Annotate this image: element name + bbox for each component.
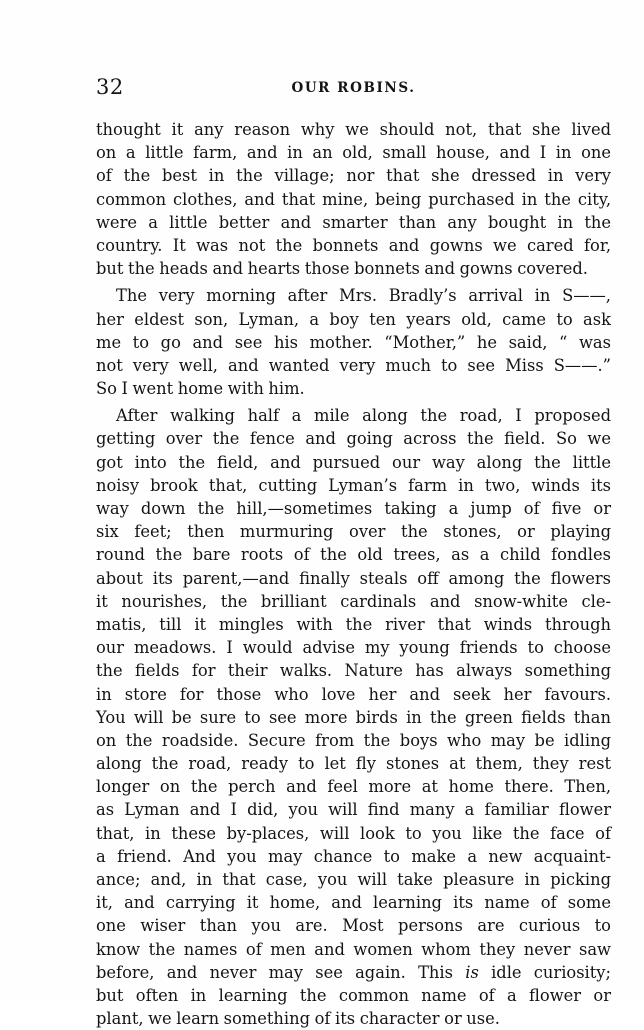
text-line: about its parent,—and finally steals off among the flowers bbox=[96, 568, 611, 588]
text-line: After walking half a mile along the road, I proposed bbox=[116, 406, 611, 426]
text-line: on the roadside. Secure from the boys who may be idling bbox=[96, 730, 611, 750]
text-line: six feet; then murmuring over the stones, or playing bbox=[96, 522, 611, 542]
text-line: not very well, and wanted very much to see Miss S——.” bbox=[96, 355, 611, 375]
text-line: way down the hill,—sometimes taking a jump of five or bbox=[96, 499, 611, 518]
text-line: longer on the perch and feel more at home there. Then, bbox=[96, 777, 611, 797]
text-line: one wiser than you are. Most persons are curious to bbox=[96, 916, 611, 936]
text-line: know the names of men and women whom they never saw bbox=[96, 939, 611, 959]
paragraph bbox=[96, 118, 611, 280]
text-line: as Lyman and I did, you will find many a familiar flower bbox=[96, 800, 611, 820]
text-line: in store for those who love her and seek her favours. bbox=[96, 684, 611, 704]
text-line: of the best in the village; nor that she dressed in very bbox=[96, 166, 611, 186]
text-line: our meadows. I would advise my young friends to choose bbox=[96, 638, 611, 658]
paragraph bbox=[96, 284, 611, 400]
text-line: it, and carrying it home, and learning its name of some bbox=[96, 893, 611, 913]
text-line: her eldest son, Lyman, a boy ten years old, came to ask bbox=[96, 309, 611, 329]
text-line: got into the field, and pursued our way along the little bbox=[96, 452, 611, 472]
text-line: common clothes, and that mine, being purchased in the city, bbox=[96, 189, 611, 209]
body-text bbox=[96, 118, 611, 1030]
text-line: a friend. And you may chance to make a new acquaint- bbox=[96, 846, 611, 866]
page-number: 32 bbox=[96, 75, 124, 99]
text-line: getting over the fence and going across the field. So we bbox=[96, 429, 611, 449]
text-line: before, and never may see again. This is idle curiosity; bbox=[96, 962, 611, 982]
text-line: round the bare roots of the old trees, as a child fondles bbox=[96, 545, 611, 565]
text-line: thought it any reason why we should not, that she lived bbox=[96, 120, 611, 139]
text-line: but often in learning the common name of a flower or bbox=[96, 985, 611, 1005]
text-line: on a little farm, and in an old, small house, and I in one bbox=[96, 143, 611, 163]
text-line: country. It was not the bonnets and gowns we cared for, bbox=[96, 235, 611, 255]
text-line: ance; and, in that case, you will take pleasure in picking bbox=[96, 870, 611, 889]
text-line: along the road, ready to let fly stones at them, they rest bbox=[96, 754, 611, 774]
emphasized-word: is bbox=[465, 962, 479, 982]
text-line: that, in these by-places, will look to you like the face of bbox=[96, 823, 611, 843]
text-line: The very morning after Mrs. Bradly’s arrival in S——, bbox=[116, 286, 611, 306]
text-line: So I went home with him. bbox=[96, 379, 305, 399]
page-header bbox=[96, 72, 611, 102]
running-head: OUR ROBINS. bbox=[291, 80, 416, 96]
text-line: me to go and see his mother. “Mother,” he said, “ was bbox=[96, 332, 611, 352]
text-line: You will be sure to see more birds in the green fields than bbox=[96, 707, 611, 727]
text-line: noisy brook that, cutting Lyman’s farm in two, winds its bbox=[96, 475, 611, 495]
text-line: it nourishes, the brilliant cardinals and snow-white cle- bbox=[96, 591, 611, 611]
text-line: the fields for their walks. Nature has always something bbox=[96, 661, 611, 681]
text-line: but the heads and hearts those bonnets and gowns covered. bbox=[96, 259, 588, 279]
text-line: were a little better and smarter than any bought in the bbox=[96, 212, 611, 232]
text-line: matis, till it mingles with the river that winds through bbox=[96, 614, 611, 634]
text-line: plant, we learn something of its character or use. bbox=[96, 1009, 500, 1029]
paragraph bbox=[96, 404, 611, 1030]
